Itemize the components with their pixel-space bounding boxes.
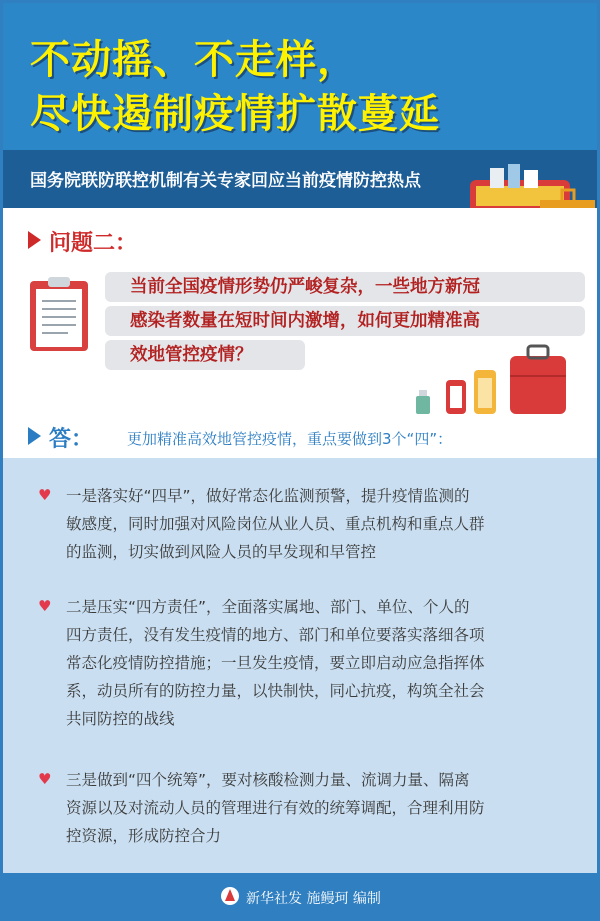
triangle-marker-icon	[28, 427, 41, 445]
answer-label	[28, 422, 93, 453]
footer-credit: 新华社发 施鳗珂 编制	[246, 891, 381, 907]
page-title-line1: 不动摇、不走样，	[30, 37, 358, 83]
question-label	[28, 226, 137, 257]
heart-icon: ♥	[38, 486, 52, 504]
answer-item-2-line-4: 系，动员所有的防控力量，以快制快，同心抗疫，构筑全社会	[66, 682, 485, 700]
answer-item-3	[66, 766, 566, 850]
heart-icon: ♥	[38, 770, 52, 788]
answer-label-text: 答：	[49, 427, 94, 452]
answer-item-1-line-3: 的监测，切实做到风险人员的早发现和早管控	[66, 543, 377, 561]
triangle-marker-icon	[28, 231, 41, 249]
header-banner	[0, 0, 600, 150]
supplies-illustration	[410, 342, 570, 418]
answer-item-2	[66, 593, 566, 733]
footer	[0, 873, 600, 921]
answer-item-3-line-1: 三是做到“四个统筹”，要对核酸检测力量、流调力量、隔离	[66, 771, 470, 789]
answer-item-3-line-3: 控资源，形成防控合力	[66, 827, 222, 845]
question-label-text: 问题二：	[49, 231, 138, 256]
answer-item-2-line-5: 共同防控的战线	[66, 710, 175, 728]
heart-icon: ♥	[38, 597, 52, 615]
answer-item-1-line-2: 敏感度，同时加强对风险岗位从业人员、重点机构和重点人群	[66, 515, 485, 533]
xinhua-logo-icon	[220, 886, 240, 906]
answer-item-1-line-1: 一是落实好“四早”，做好常态化监测预警，提升疫情监测的	[66, 487, 470, 505]
page-title-line2: 尽快遏制疫情扩散蔓延	[30, 91, 440, 137]
answer-intro: 更加精准高效地管控疫情，重点要做到3个“四”：	[127, 430, 453, 448]
question-line-1: 当前全国疫情形势仍严峻复杂，一些地方新冠	[130, 277, 480, 297]
answer-item-1	[66, 482, 566, 566]
answer-item-2-line-1: 二是压实“四方责任”，全面落实属地、部门、单位、个人的	[66, 598, 470, 616]
clipboard-icon	[28, 275, 90, 353]
question-line-2: 感染者数量在短时间内激增，如何更加精准高	[130, 311, 480, 331]
subtitle: 国务院联防联控机制有关专家回应当前疫情防控热点	[30, 171, 421, 191]
answer-item-2-line-2: 四方责任，没有发生疫情的地方、部门和单位要落实落细各项	[66, 626, 485, 644]
question-line-3: 效地管控疫情？	[130, 345, 253, 365]
answer-item-2-line-3: 常态化疫情防控措施；一旦发生疫情，要立即启动应急指挥体	[66, 654, 485, 672]
answer-item-3-line-2: 资源以及对流动人员的管理进行有效的统筹调配，合理利用防	[66, 799, 485, 817]
